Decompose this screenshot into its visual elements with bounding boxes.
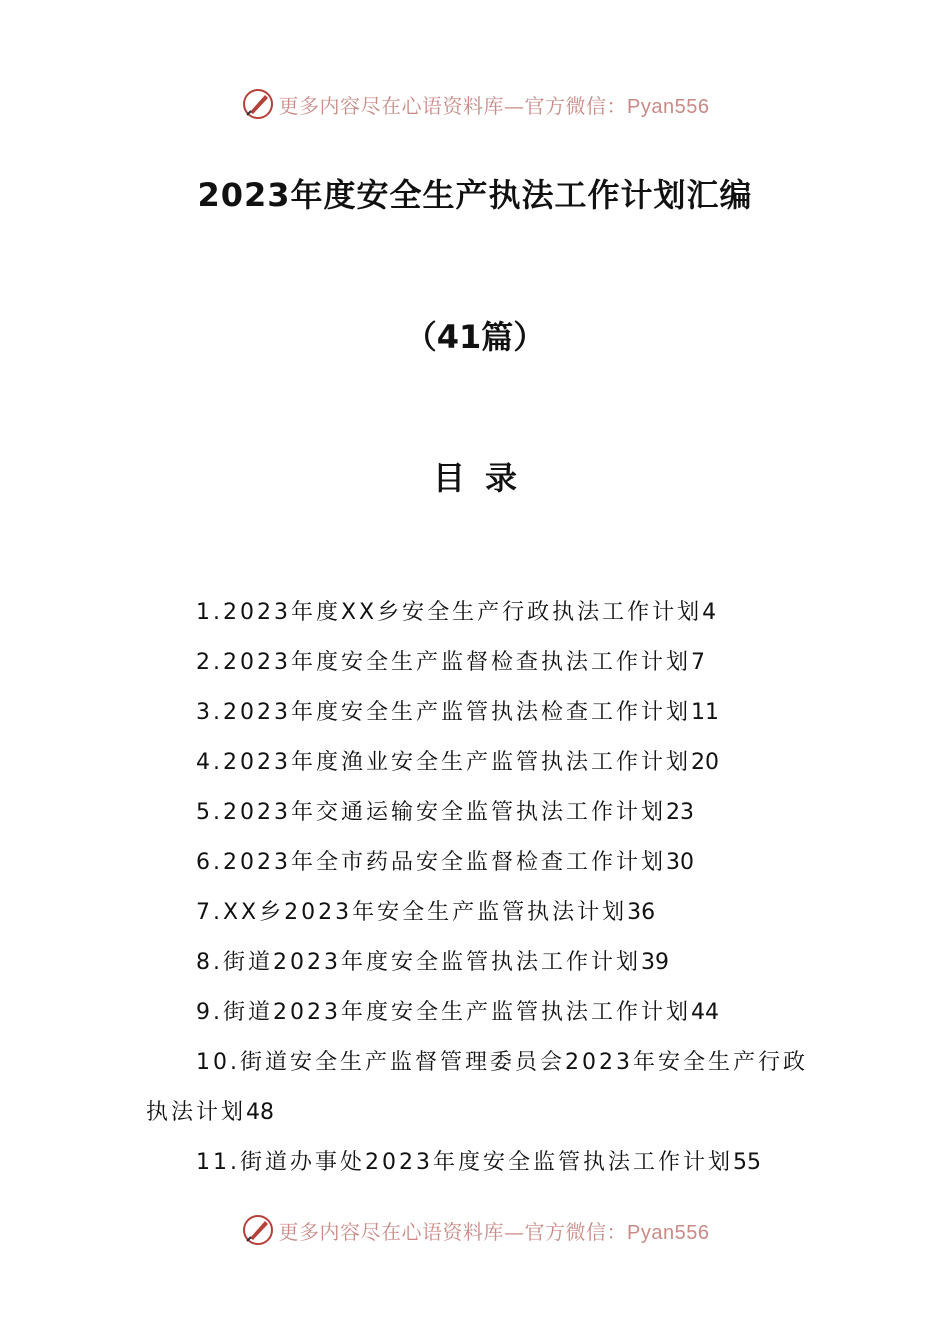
toc-item-label: 2.2023年度安全生产监督检查执法工作计划 <box>196 650 691 675</box>
toc-item[interactable] <box>146 638 816 688</box>
document-subtitle: （41篇） <box>404 318 546 356</box>
toc-item-label: 10.街道安全生产监督管理委员会2023年安全生产行政执法计划 <box>146 1050 808 1125</box>
toc-item-page: 30 <box>665 850 694 875</box>
toc-item-label: 3.2023年度安全生产监管执法检查工作计划 <box>196 700 691 725</box>
toc-item-label: 9.街道2023年度安全生产监管执法工作计划 <box>196 1000 691 1025</box>
toc-item-page: 11 <box>690 700 719 725</box>
quill-pen-logo-icon <box>241 1213 275 1247</box>
watermark-text: 更多内容尽在心语资料库—官方微信： <box>278 1219 628 1244</box>
toc-item-label: 8.街道2023年度安全监管执法工作计划 <box>196 950 641 975</box>
toc-item[interactable] <box>146 1138 816 1188</box>
toc-item-page: 4 <box>702 600 717 625</box>
toc-item-page: 44 <box>690 1000 719 1025</box>
toc-item-label: 6.2023年全市药品安全监督检查工作计划 <box>196 850 666 875</box>
toc-item[interactable] <box>146 588 816 638</box>
watermark-wechat-id: Pyan556 <box>627 95 710 118</box>
toc-item-label: 4.2023年度渔业安全生产监管执法工作计划 <box>196 750 691 775</box>
toc-item-page: 20 <box>690 750 719 775</box>
header-watermark <box>0 84 950 124</box>
toc-item-page: 7 <box>690 650 705 675</box>
toc-item[interactable] <box>146 888 816 938</box>
toc-item[interactable] <box>146 1038 816 1138</box>
quill-pen-logo-icon <box>241 87 275 121</box>
toc-item-page: 39 <box>640 950 669 975</box>
toc-item-label: 11.街道办事处2023年度安全监管执法工作计划 <box>196 1150 733 1175</box>
table-of-contents <box>146 588 816 1188</box>
watermark-wechat-id: Pyan556 <box>627 1221 710 1244</box>
toc-heading: 目录 <box>432 459 537 497</box>
toc-item[interactable] <box>146 788 816 838</box>
watermark-text: 更多内容尽在心语资料库—官方微信： <box>278 93 628 118</box>
toc-item[interactable] <box>146 988 816 1038</box>
footer-watermark <box>0 1210 950 1250</box>
toc-item[interactable] <box>146 938 816 988</box>
toc-item[interactable] <box>146 838 816 888</box>
toc-item-label: 7.XX乡2023年安全生产监管执法计划 <box>196 900 628 925</box>
toc-item-page: 55 <box>732 1150 761 1175</box>
toc-item-label: 1.2023年度XX乡安全生产行政执法工作计划 <box>196 600 703 625</box>
toc-item[interactable] <box>146 688 816 738</box>
toc-item-page: 23 <box>665 800 694 825</box>
toc-item-page: 36 <box>627 900 656 925</box>
toc-item[interactable] <box>146 738 816 788</box>
document-title: 2023年度安全生产执法工作计划汇编 <box>197 176 753 214</box>
toc-item-label: 5.2023年交通运输安全监管执法工作计划 <box>196 800 666 825</box>
toc-item-page: 48 <box>246 1100 275 1125</box>
